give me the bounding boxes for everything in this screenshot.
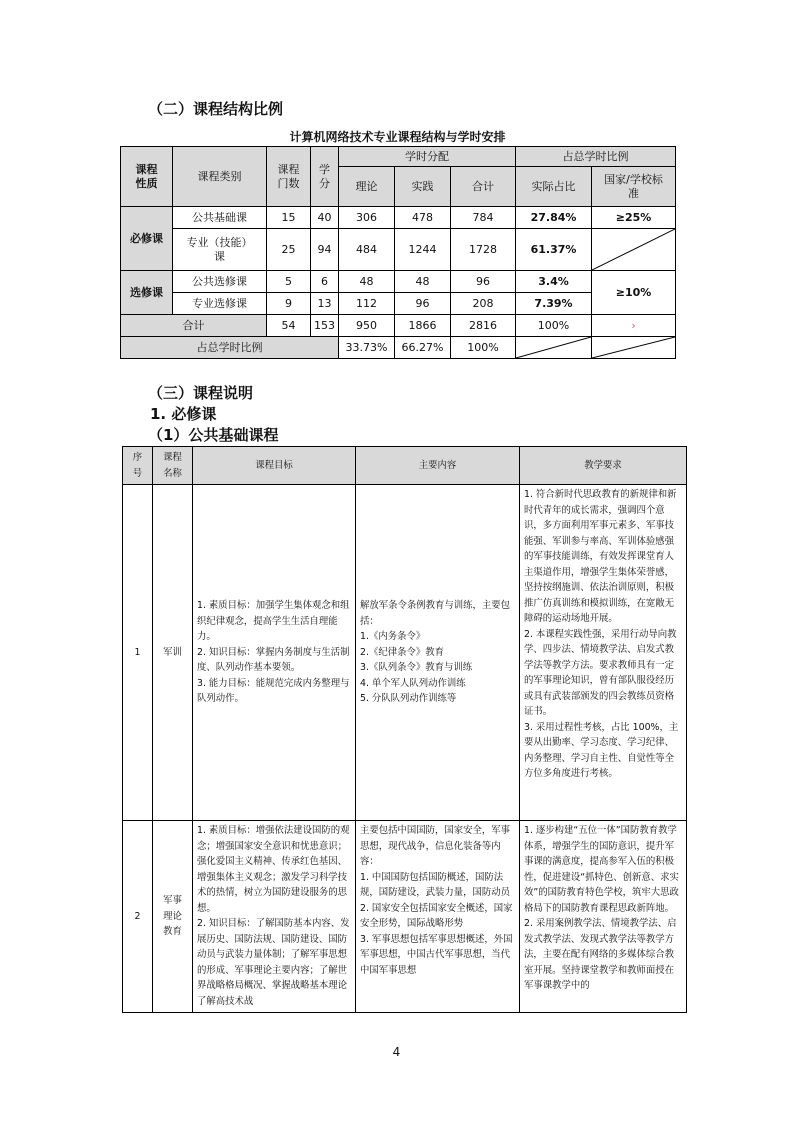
cell-credit: 13 [311,293,339,315]
cell-ratio: 7.39% [516,293,592,315]
header-theory: 理论 [339,167,395,207]
cell-standard: ≥10% [592,271,676,315]
group-required: 必修课 [121,207,173,271]
header-hours-allocation: 学时分配 [339,147,516,167]
cell-practice: 1244 [395,229,451,271]
header-goal: 课程目标 [193,447,356,485]
cell-category: 专业（技能） 课 [173,229,267,271]
header-course-nature: 课程 性质 [121,147,173,207]
ratio-label: 占总学时比例 [121,337,339,359]
content-item: 5. 分队队列动作训练等 [360,693,457,705]
header-requirement: 教学要求 [520,447,687,485]
goal-item: 3. 能力目标：能规范完成内务整理与队列动作。 [197,677,350,705]
cell-no: 2 [123,821,153,1013]
cell-course-name: 军训 [153,485,193,821]
header-content: 主要内容 [356,447,520,485]
cell-category: 公共选修课 [173,271,267,293]
goal-item: 2. 知识目标：掌握内务制度与生活制度、队列动作基本要领。 [197,646,350,674]
public-course-table [122,446,687,1013]
header-course-category: 课程类别 [173,147,267,207]
cell-count: 25 [267,229,311,271]
cell-practice: 66.27% [395,337,451,359]
course-structure-table [120,146,676,359]
cell-credit: 6 [311,271,339,293]
cell-total: 96 [451,271,516,293]
page-number: 4 [392,1045,401,1059]
cell-ratio: 61.37% [516,229,592,271]
content-item: 解放军条令条例教育与训练，主要包括： [360,600,511,627]
cell-theory: 484 [339,229,395,271]
cell-ratio: 27.84% [516,207,592,229]
cell-total: 208 [451,293,516,315]
header-name: 课程 名称 [153,447,193,485]
content-item: 2. 国家安全包括国家安全概述，国家安全形势，国际战略形势 [360,902,513,929]
cell-requirement [520,485,687,821]
table-row [121,207,676,229]
header-course-count: 课程 门数 [267,147,311,207]
cell-total: 100% [451,337,516,359]
cell-practice: 1866 [395,315,451,337]
cell-theory: 48 [339,271,395,293]
content-item: 1.《内务条令》 [360,631,426,643]
content-item: 1. 中国国防包括国防概述，国防法规，国防建设，武装力量，国防动员 [360,871,511,898]
group-elective: 选修课 [121,271,173,315]
cell-practice: 478 [395,207,451,229]
table-row-sum [121,315,676,337]
header-no: 序 号 [123,447,153,485]
header-actual-ratio: 实际占比 [516,167,592,207]
cell-credit: 94 [311,229,339,271]
diagonal-cell [516,337,592,359]
section-heading-description: （三）课程说明 [148,384,254,402]
cell-course-name: 军事 理论 教育 [153,821,193,1013]
cell-theory: 306 [339,207,395,229]
cell-count: 54 [267,315,311,337]
cell-count: 15 [267,207,311,229]
cell-category: 公共基础课 [173,207,267,229]
section-heading-required: 1. 必修课 [150,405,217,423]
table-row [123,485,687,821]
cell-total: 784 [451,207,516,229]
header-practice: 实践 [395,167,451,207]
cell-practice: 48 [395,271,451,293]
header-total: 合计 [451,167,516,207]
content-item: 主要包括中国国防，国家安全，军事思想，现代战争，信息化装备等内容： [360,825,511,867]
requirement-item: 3. 采用过程性考核，占比 100%，主要从出勤率、学习态度、学习纪律、内务整理、学习自主性、自觉性等全方位多角度进行考核。 [524,721,679,779]
cell-theory: 33.73% [339,337,395,359]
cell-practice: 96 [395,293,451,315]
cell-credit: 40 [311,207,339,229]
cell-requirement [520,821,687,1013]
table-caption: 计算机网络技术专业课程结构与学时安排 [289,130,506,144]
cell-ratio: 100% [516,315,592,337]
cell-content [356,485,520,821]
header-standard: 国家/学校标 准 [592,167,676,207]
requirement-item: 1. 符合新时代思政教育的新规律和新时代青年的成长需求，强调四个意识，多方面利用军事元素多、军事技能强、军训参与率高、军训体验感强的军事技能训练，有效发挥课堂育人主渠道作用，增强学生集体荣誉感，坚持按纲施训、依法治训原则，积极推广仿真训练和模拟训练，在宽敞无障碍的运动场地开展。 [524,489,677,624]
section-heading-public-courses: （1）公共基础课程 [148,426,279,444]
cell-category: 专业选修课 [173,293,267,315]
cell-count: 5 [267,271,311,293]
cell-standard: ≥25% [592,207,676,229]
cell-goal [193,485,356,821]
diagonal-cell [592,229,676,271]
section-heading-structure: （二）课程结构比例 [148,100,284,118]
requirement-item: 2. 本课程实践性强，采用行动导向教学、四步法、情境教学法、启发式教学法等教学方法。要求教师具有一定的军事理论知识，曾有部队服役经历或具有武装部颁发的四会教练员资格证书。 [524,628,677,717]
cell-total: 1728 [451,229,516,271]
table-row [121,229,676,271]
requirement-item: 1. 逐步构建“五位一体”国防教育教学体系，增强学生的国防意识，提升军事课的满意度，提高参军入伍的积极性，促进建设“抓特色、创新意、求实效”的国防教育特色学校，筑牢大思政格局下的国防教育课程思政新阵地。 [524,825,679,914]
diagonal-cell [592,337,676,359]
cell-content [356,821,520,1013]
goal-item: 2. 知识目标：了解国防基本内容、发展历史、国防法规、国防建设、国防动员与武装力量体制；了解军事思想的形成、军事理论主要内容；了解世界战略格局概况、掌握战略基本理论了解高技术战 [197,918,350,1007]
cell-theory: 112 [339,293,395,315]
cell-theory: 950 [339,315,395,337]
header-ratio-group: 占总学时比例 [516,147,676,167]
table-row-ratio [121,337,676,359]
goal-item: 1. 素质目标：增强依法建设国防的观念；增强国家安全意识和忧患意识；强化爱国主义精神、传承红色基因、增强集体主义观念；激发学习科学技术的热情，树立为国防建设服务的思想。 [197,825,350,914]
cell-no: 1 [123,485,153,821]
cell-credit: 153 [311,315,339,337]
cell-total: 2816 [451,315,516,337]
table-row [121,271,676,293]
content-item: 3. 军事思想包括军事思想概述，外国军事思想，中国古代军事思想，当代中国军事思想 [360,933,513,976]
table-row [123,821,687,1013]
sum-mark: › [592,315,676,337]
sum-label: 合计 [121,315,267,337]
cell-count: 9 [267,293,311,315]
header-credit: 学 分 [311,147,339,207]
content-item: 2.《纪律条令》教育 [360,646,444,658]
goal-item: 1. 素质目标：加强学生集体观念和组织纪律观念，提高学生生活自理能力。 [197,600,350,643]
cell-goal [193,821,356,1013]
cell-ratio: 3.4% [516,271,592,293]
requirement-item: 2. 采用案例教学法、情境教学法、启发式教学法、发现式教学法等教学方法，主要在配有网络的多媒体综合教室开展。坚持课堂教学和教师面授在军事课教学中的 [524,918,677,991]
content-item: 3.《队列条令》教育与训练 [360,662,473,674]
content-item: 4. 单个军人队列动作训练 [360,677,466,689]
